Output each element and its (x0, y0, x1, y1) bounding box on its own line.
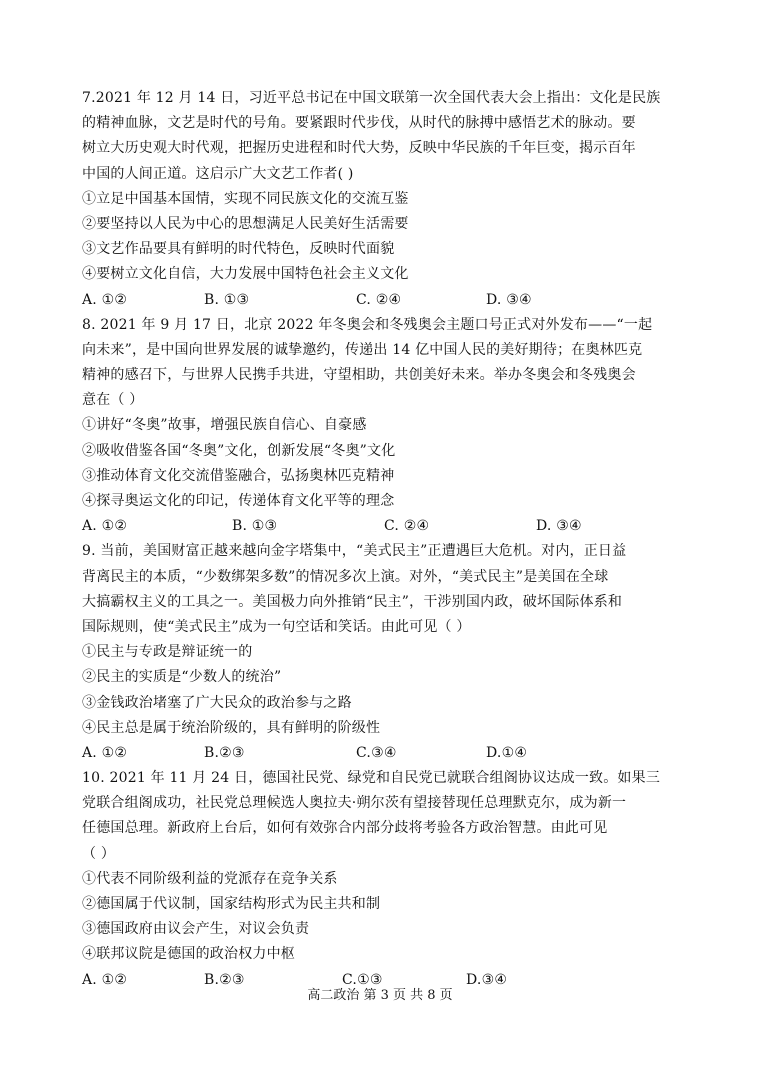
question-stem-line: 9. 当前，美国财富正越来越向金字塔集中，“美式民主”正遭遇巨大危机。对内，正日益 (82, 543, 627, 560)
statement: ③德国政府由议会产生，对议会负责 (82, 921, 310, 938)
option-d: D.①④ (486, 744, 528, 761)
statement: ④联邦议院是德国的政治权力中枢 (82, 946, 295, 963)
option-d: D. ③④ (486, 291, 532, 308)
option-b: B. ①③ (204, 291, 250, 308)
option-a: A. ①② (82, 291, 128, 308)
statement: ②要坚持以人民为中心的思想满足人民美好生活需要 (82, 215, 409, 232)
question-stem-line: 树立大历史观大时代观，把握历史进程和时代大势，反映中华民族的千年巨变，揭示百年 (82, 140, 636, 157)
statement: ①讲好“冬奥”故事，增强民族自信心、自豪感 (82, 417, 367, 434)
option-c: C.③④ (356, 744, 397, 761)
answer-options (82, 741, 682, 766)
option-b: B.②③ (204, 744, 245, 761)
question-8 (82, 313, 682, 540)
question-stem-line: 7.2021 年 12 月 14 日，习近平总书记在中国文联第一次全国代表大会上指出：文化是民族 (82, 90, 661, 106)
option-a: A. ①② (82, 518, 128, 535)
statement: ①立足中国基本国情，实现不同民族文化的交流互鉴 (82, 190, 409, 207)
statement: ②吸收借鉴各国“冬奥”文化，创新发展“冬奥”文化 (82, 442, 396, 459)
question-stem-line: 任德国总理。新政府上台后，如何有效弥合内部分歧将考验各方政治智慧。由此可见 (82, 820, 608, 837)
statement: ①代表不同阶级利益的党派存在竞争关系 (82, 870, 338, 887)
option-c: C. ②④ (384, 518, 430, 535)
option-b: B. ①③ (232, 518, 278, 535)
question-stem-line: 的精神血脉，文艺是时代的号角。要紧跟时代步伐，从时代的脉搏中感悟艺术的脉动。要 (82, 115, 636, 132)
question-stem-line: 国际规则，使“美式民主”成为一句空话和笑话。由此可见（ ） (82, 618, 471, 635)
option-c: C.①③ (342, 971, 383, 988)
option-c: C. ②④ (356, 291, 402, 308)
statement: ③文艺作品要具有鲜明的时代特色，反映时代面貌 (82, 241, 395, 258)
question-stem-line: 意在（ ） (82, 392, 144, 409)
answer-options (82, 514, 682, 539)
option-a: A. ①② (82, 744, 128, 761)
option-d: D.③④ (466, 971, 508, 988)
question-stem-line: 10. 2021 年 11 月 24 日，德国社民党、绿党和自民党已就联合组阁协议达成一致。如果三 (82, 770, 661, 787)
question-stem-line: 大搞霸权主义的工具之一。美国极力向外推销“民主”，干涉别国内政，破坏国际体系和 (82, 593, 623, 610)
option-a: A. ①② (82, 971, 128, 988)
question-stem-line: 精神的感召下，与世界人民携手共进，守望相助，共创美好未来。举办冬奥会和冬残奥会 (82, 367, 636, 384)
page-footer: 高二政治 第 3 页 共 8 页 (307, 988, 453, 1003)
question-list (82, 86, 682, 993)
statement: ②德国属于代议制，国家结构形式为民主共和制 (82, 896, 381, 912)
statement: ④民主总是属于统治阶级的，具有鲜明的阶级性 (82, 719, 381, 736)
question-stem-line: 党联合组阁成功，社民党总理候选人奥拉夫·朔尔茨有望接替现任总理默克尔，成为新一 (82, 795, 627, 812)
question-stem-line: （ ） (82, 845, 116, 862)
option-b: B.②③ (204, 971, 245, 988)
option-d: D. ③④ (536, 518, 582, 535)
question-stem-line: 8. 2021 年 9 月 17 日，北京 2022 年冬奥会和冬残奥会主题口号正式对外发布——“一起 (82, 316, 653, 333)
question-10 (82, 766, 682, 993)
statement: ④探寻奥运文化的印记，传递体育文化平等的理念 (82, 493, 395, 509)
statement: ③推动体育文化交流借鉴融合，弘扬奥林匹克精神 (82, 467, 395, 484)
statement: ④要树立文化自信，大力发展中国特色社会主义文化 (82, 266, 409, 283)
question-stem-line: 中国的人间正道。这启示广大文艺工作者( ) (82, 165, 354, 182)
question-7 (82, 86, 682, 313)
statement: ②民主的实质是“少数人的统治” (82, 669, 282, 686)
statement: ①民主与专政是辩证统一的 (82, 644, 253, 661)
statement: ③金钱政治堵塞了广大民众的政治参与之路 (82, 694, 352, 711)
question-stem-line: 背离民主的本质，“少数绑架多数”的情况多次上演。对外，“美式民主”是美国在全球 (82, 568, 609, 585)
question-9 (82, 539, 682, 766)
answer-options (82, 288, 682, 313)
question-stem-line: 向未来”，是中国向世界发展的诚挚邀约，传递出 14 亿中国人民的美好期待；在奥林匹克 (82, 341, 643, 358)
